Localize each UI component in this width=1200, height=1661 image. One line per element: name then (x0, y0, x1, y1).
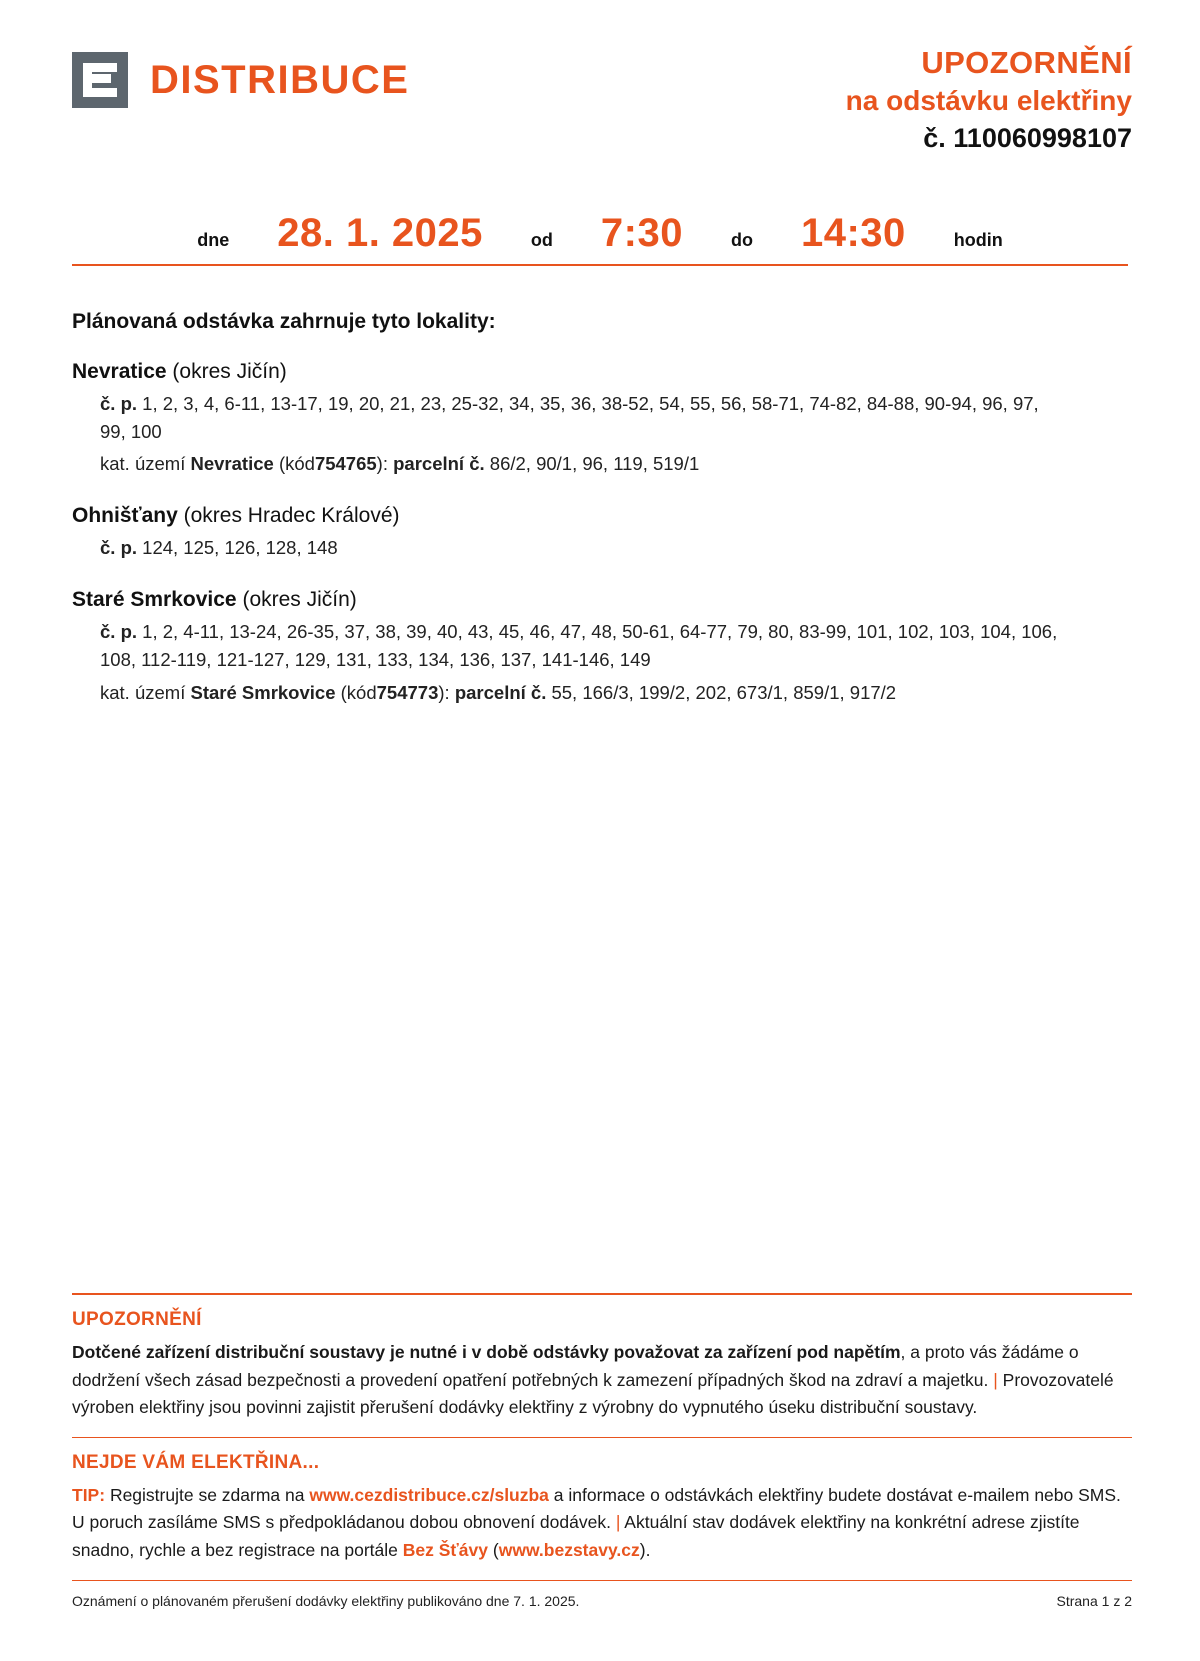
cadastre-code-label: (kód (278, 453, 315, 475)
bezstavy-link[interactable]: www.bezstavy.cz (498, 1539, 640, 1560)
locality-name: Nevratice (72, 359, 167, 383)
cadastre-prefix: kat. území (100, 681, 186, 703)
cp-label: č. p. (100, 621, 138, 643)
locality-block (72, 360, 1128, 478)
cp-label: č. p. (100, 537, 138, 559)
section-title: Plánovaná odstávka zahrnuje tyto lokality: (72, 309, 496, 333)
cadastre-code-value: 754765 (314, 453, 377, 475)
brand-wordmark: DISTRIBUCE (150, 58, 410, 102)
page-number: Strana 1 z 2 (1056, 1593, 1132, 1609)
locality-house-numbers (72, 618, 1065, 674)
notice-title-block (846, 44, 1132, 155)
tip-text-2: a informace o odstávkách elektřiny budete dostávat e-mailem nebo SMS. U poruch zasíláme SMS s předpokládanou dobou obnovení dodávek. (72, 1485, 1121, 1533)
parcel-label: parcelní č. (454, 681, 547, 703)
cezdistribuce-link[interactable]: www.cezdistribuce.cz/sluzba (309, 1485, 549, 1506)
cadastre-prefix: kat. území (100, 453, 186, 475)
parcel-values: 55, 166/3, 199/2, 202, 673/1, 859/1, 917/2 (551, 681, 897, 703)
localities-section (0, 310, 1200, 707)
page-header (0, 0, 1200, 155)
cez-e-logo-icon (72, 52, 128, 108)
page-footer (72, 1581, 1132, 1609)
cp-values: 124, 125, 126, 128, 148 (142, 537, 338, 559)
warning-notice-title: UPOZORNĚNÍ (72, 1309, 202, 1331)
notice-subject: na odstávku elektřiny (845, 84, 1132, 116)
locality-heading (72, 504, 1128, 528)
cadastre-code-suffix: ): (376, 453, 388, 475)
locality-district: (okres Hradec Králové) (183, 504, 400, 528)
locality-name: Ohnišťany (72, 504, 178, 528)
locality-name: Staré Smrkovice (72, 588, 237, 612)
notice-kind: UPOZORNĚNÍ (921, 45, 1132, 80)
parcel-values: 86/2, 90/1, 96, 119, 519/1 (489, 453, 700, 475)
cp-values: 1, 2, 3, 4, 6-11, 13-17, 19, 20, 21, 23, 25-32, 34, 35, 36, 38-52, 54, 55, 56, 58-71, 74-82, 84-88, 90-94, 96, 97, 99, 100 (100, 392, 1039, 443)
locality-cadastre (72, 450, 1065, 478)
cadastre-code-label: (kód (340, 681, 377, 703)
parcel-label: parcelní č. (393, 453, 485, 475)
locality-house-numbers (72, 534, 1065, 562)
outage-time-to: 14:30 (800, 210, 906, 255)
locality-cadastre (72, 679, 1065, 707)
tip-text-1: Registrujte se zdarma na (109, 1485, 305, 1506)
label-do: do (730, 229, 753, 250)
brand-logo (72, 44, 409, 108)
locality-district: (okres Jičín) (172, 359, 287, 383)
open-paren: ( (492, 1539, 499, 1560)
locality-heading (72, 360, 1128, 384)
outage-schedule-bar (72, 211, 1128, 266)
tip-text-3: Aktuální stav dodávek elektřiny na konkrétní adrese zjistíte snadno, rychle a bez registrace na portále (72, 1512, 1080, 1560)
footer-notices (72, 1293, 1132, 1609)
warning-text-1: , a proto vás žádáme o dodržení všech zásad bezpečnosti a provedení opatření potřebných k zamezení případných škod na zdraví a majetku. (72, 1342, 1079, 1390)
tip-notice (72, 1438, 1132, 1580)
publication-note: Oznámení o plánovaném přerušení dodávky elektřiny publikováno dne 7. 1. 2025. (72, 1593, 580, 1609)
locality-heading (72, 588, 1128, 612)
locality-block (72, 504, 1128, 562)
cadastre-name: Nevratice (190, 453, 274, 475)
tip-label: TIP: (72, 1485, 106, 1506)
warning-separator: | (993, 1369, 998, 1390)
warning-text-2: Provozovatelé výroben elektřiny jsou povinni zajistit přerušení dodávky elektřiny z výrobny do vypnutého úseku distribuční soustavy. (72, 1369, 1114, 1417)
label-hodin: hodin (953, 229, 1003, 250)
tip-notice-body (72, 1482, 1132, 1564)
cp-label: č. p. (100, 392, 138, 414)
cadastre-name: Staré Smrkovice (190, 681, 336, 703)
close-paren: ). (639, 1539, 651, 1560)
warning-notice-body (72, 1339, 1132, 1421)
outage-time-from: 7:30 (600, 210, 683, 255)
warning-notice (72, 1295, 1132, 1437)
cadastre-code-value: 754773 (376, 681, 439, 703)
notice-number: č. 110060998107 (923, 122, 1132, 153)
warning-bold-text: Dotčené zařízení distribuční soustavy je nutné i v době odstávky považovat za zařízení pod napětím (72, 1342, 901, 1363)
tip-separator: | (615, 1512, 621, 1533)
tip-notice-title: NEJDE VÁM ELEKTŘINA... (72, 1452, 320, 1474)
label-od: od (530, 229, 553, 250)
locality-district: (okres Jičín) (242, 588, 357, 612)
bezstavy-brand[interactable]: Bez Šťávy (402, 1539, 489, 1560)
label-dne: dne (197, 229, 230, 250)
outage-date: 28. 1. 2025 (277, 210, 483, 255)
cadastre-code-suffix: ): (438, 681, 450, 703)
locality-block (72, 588, 1128, 706)
locality-house-numbers (72, 390, 1065, 446)
cp-values: 1, 2, 4-11, 13-24, 26-35, 37, 38, 39, 40, 43, 45, 46, 47, 48, 50-61, 64-77, 79, 80, 83-99, 101, 102, 103, 104, 106, 108, 112-119, 121-127, 129, 131, 133, 134, 136, 137, 141-146, 149 (100, 621, 1058, 671)
